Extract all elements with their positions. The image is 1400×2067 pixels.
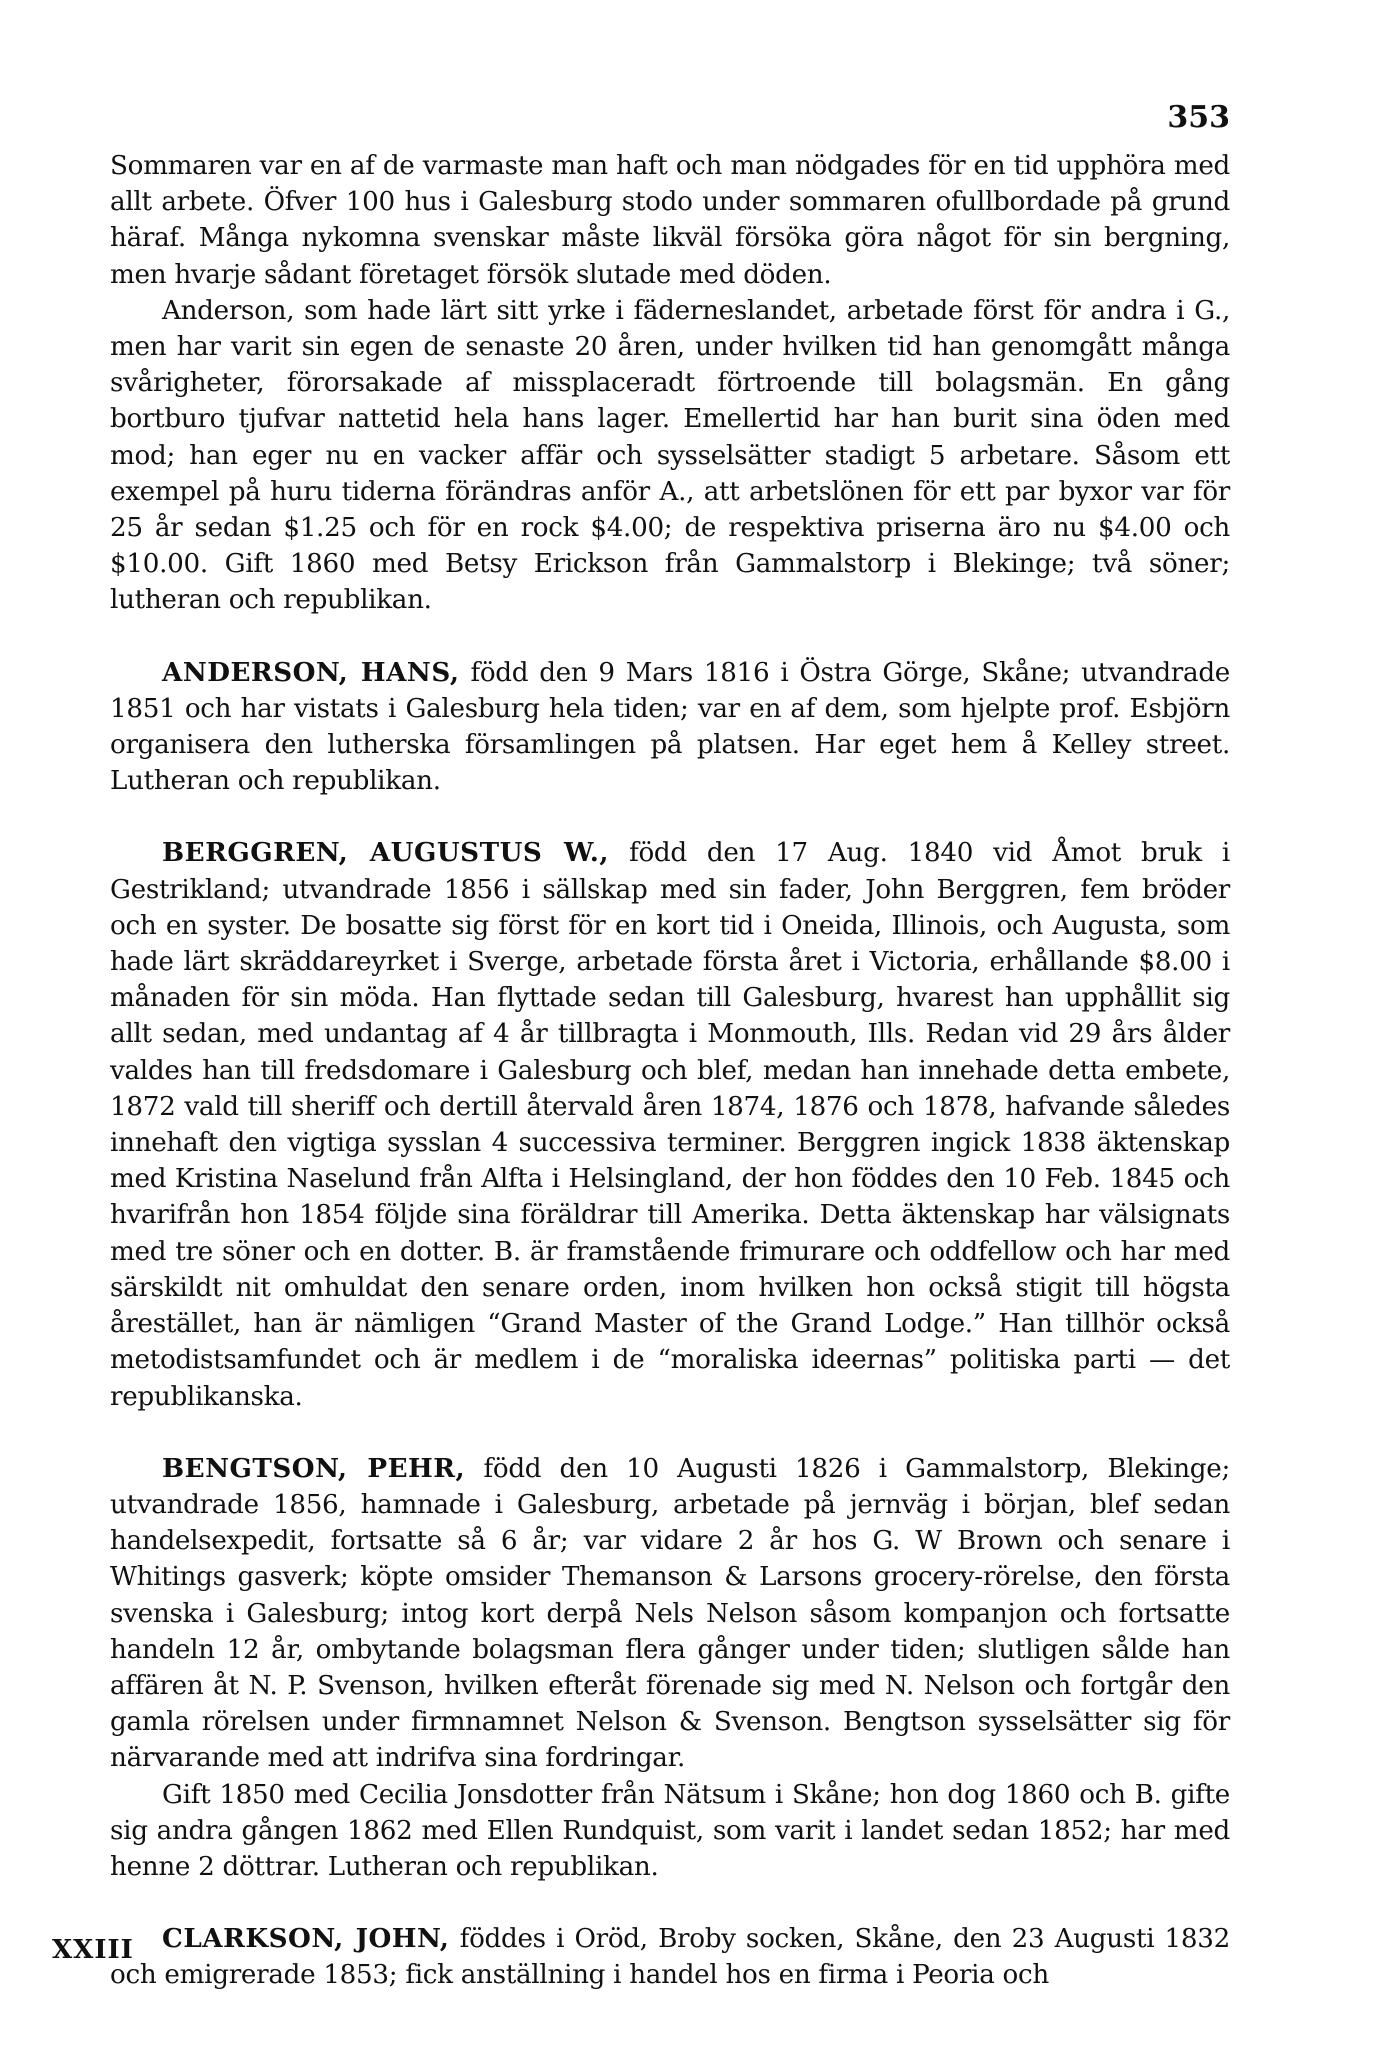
entry-name: CLARKSON, JOHN, — [162, 1923, 450, 1955]
entry-bengtson-continuation: Gift 1850 med Cecilia Jonsdotter från Nätsum i Skåne; hon dog 1860 och B. gifte sig andra gången 1862 med Ellen Rundquist, som varit i landet sedan 1852; har med henne 2 döttrar. Lutheran och republikan. — [110, 1779, 1230, 1882]
paragraph-anderson: Anderson, som hade lärt sitt yrke i fäderneslandet, arbetade först för andra i G., men har varit sin egen de senaste 20 åren, under hvilken tid han genomgått många svårigheter, förorsakade af missplaceradt förtroende till bolagsmän. En gång bortburo tjufvar nattetid hela hans lager. Emellertid har han burit sina öden med mod; han eger nu en vacker affär och sysselsätter stadigt 5 arbetare. Såsom ett exempel på huru tiderna förändras anför A., att arbetslönen för ett par byxor var för 25 år sedan $1.25 och för en rock $4.00; de respektiva priserna äro nu $4.00 och $10.00. Gift 1860 med Betsy Erickson från Gammalstorp i Blekinge; två söner; lutheran och republikan. — [110, 295, 1230, 616]
entry-text: föddes i Oröd, Broby socken, Skåne, den 23 Augusti 1832 och emigrerade 1853; fick anställning i handel hos en firma i Peoria och — [110, 1924, 1230, 1991]
entry-text: född den 17 Aug. 1840 vid Åmot bruk i Gestrikland; utvandrade 1856 i sällskap med sin fader, John Berggren, fem bröder och en syster. De bosatte sig först för en kort tid i Oneida, Illinois, och Augusta, som hade lärt skräddareyrket i Sverge, arbetade första året i Victoria, erhållande $8.00 i månaden för sin möda. Han flyttade sedan till Galesburg, hvarest han upphållit sig allt sedan, med undantag af 4 år tillbragta i Monmouth, Ills. Redan vid 29 års ålder valdes han till fredsdomare i Galesburg och blef, medan han innehade detta embete, 1872 vald till sheriff och dertill återvald åren 1874, 1876 och 1878, hafvande således innehaft den vigtiga sysslan 4 successiva terminer. Berggren ingick 1838 äktenskap med Kristina Naselund från Alfta i Helsingland, der hon föddes den 10 Feb. 1845 och hvarifrån hon 1854 följde sina föräldrar till Amerika. Detta äktenskap har välsignats med tre söner och en dotter. B. är framstående frimurare och oddfellow och har med särskildt nit omhuldat den senare orden, inom hvilken hon också stigit till högsta årestället, han är nämligen “Grand Master of the Grand Lodge.” Han tillhör också metodistsamfundet och är medlem i de “moraliska ideernas” politiska parti — det republikanska. — [110, 838, 1230, 1412]
body-text — [110, 148, 1230, 1994]
entry-text: född den 10 Augusti 1826 i Gammalstorp, Blekinge; utvandrade 1856, hamnade i Galesburg, arbetade på jernväg i början, blef sedan handelsexpedit, fortsatte så 6 år; var vidare 2 år hos G. W Brown och senare i Whitings gasverk; köpte omsider Themanson & Larsons grocery-rörelse, den första svenska i Galesburg; intog kort derpå Nels Nelson såsom kompanjon och fortsatte handeln 12 år, ombytande bolagsman flera gånger under tiden; slutligen sålde han affären åt N. P. Svenson, hvilken efteråt förenade sig med N. Nelson och fortgår den gamla rörelsen under firmnamnet Nelson & Svenson. Bengtson sysselsätter sig för närvarande med att indrifva sina fordringar. — [110, 1453, 1230, 1774]
entry-anderson-hans — [110, 655, 1230, 800]
entry-bengtson-pehr — [110, 1451, 1230, 1777]
entry-berggren-augustus — [110, 835, 1230, 1414]
entry-name: ANDERSON, HANS, — [162, 656, 460, 688]
entry-text: född den 9 Mars 1816 i Östra Görge, Skåne; utvandrade 1851 och har vistats i Galesburg hela tiden; var en af dem, som hjelpte prof. Esbjörn organisera den lutherska församlingen på platsen. Har eget hem å Kelley street. Lutheran och republikan. — [110, 657, 1230, 797]
page-number: 353 — [1167, 100, 1230, 135]
entry-name: BERGGREN, AUGUSTUS W., — [162, 837, 610, 869]
entry-clarkson-john — [110, 1921, 1230, 1993]
entry-name: BENGTSON, PEHR, — [162, 1452, 466, 1484]
paragraph-sommaren: Sommaren var en af de varmaste man haft och man nödgades för en tid upphöra med allt arbete. Öfver 100 hus i Galesburg stodo under sommaren ofullbordade på grund häraf. Många nykomna svenskar måste likväl försöka göra något för sin bergning, men hvarje sådant företaget försök slutade med döden. — [110, 151, 1230, 290]
signature-mark: XXIII — [52, 1935, 134, 1965]
